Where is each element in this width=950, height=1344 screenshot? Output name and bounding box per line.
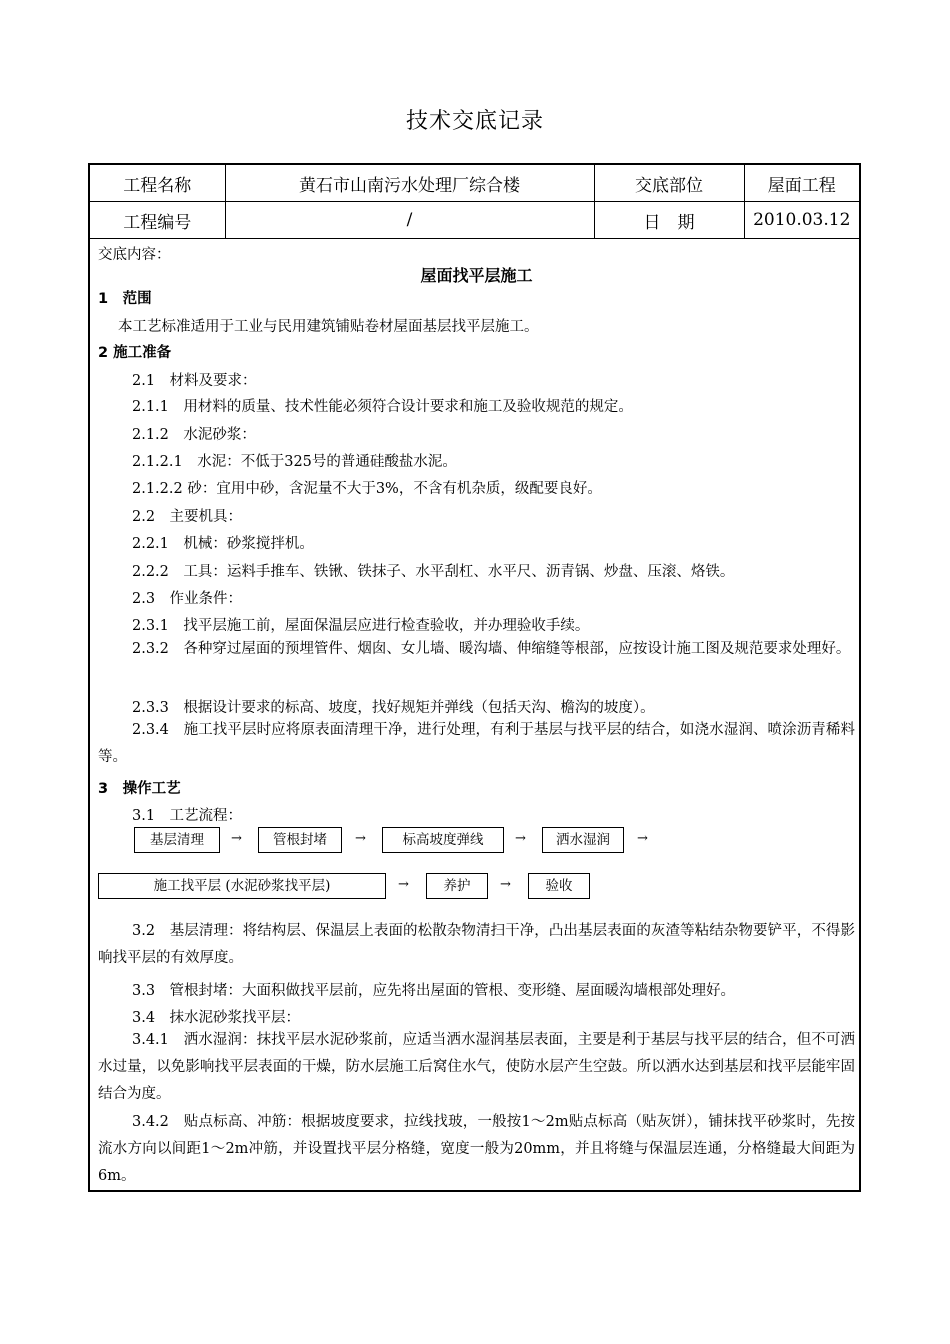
item-2-3-4: 2.3.4 施工找平层时应将原表面清理干净，进行处理，有利于基层与找平层的结合，如浇水湿润、喷涂沥青稀料等。 [98,722,855,765]
item-2-1-2-2: 2.1.2.2 砂：宜用中砂，含泥量不大于3%，不含有机杂质，级配要良好。 [132,481,602,497]
flow-step-curing: 养护 [426,873,488,899]
item-3-4: 3.4 抹水泥砂浆找平层： [132,1010,301,1026]
project-no-value: / [225,202,594,239]
item-2-3-1: 2.3.1 找平层施工前，屋面保温层应进行检查验收，并办理验收手续。 [132,618,590,634]
item-2-2: 2.2 主要机具： [132,509,243,525]
flow-arrow-icon: → [637,831,648,846]
flow-step-base-cleaning: 基层清理 [134,827,220,853]
flow-arrow-icon: → [355,831,366,846]
part-value: 屋面工程 [744,165,859,202]
flow-arrow-icon: → [231,831,242,846]
item-2-1: 2.1 材料及要求： [132,373,257,389]
flow-step-elevation-lines: 标高坡度弹线 [382,827,504,853]
flow-arrow-icon: → [398,877,409,892]
header-table [90,165,859,239]
item-3-4-2: 3.4.2 贴点标高、冲筋：根据坡度要求，拉线找玻，一般按1～2m贴点标高（贴灰饼），铺抹找平砂浆时，先按流水方向以间距1～2m冲筋，并设置找平层分格缝，宽度一般为20mm，并且将缝与保温层连通，分格缝最大间距为6m。 [98,1114,855,1184]
item-2-1-1: 2.1.1 用材料的质量、技术性能必须符合设计要求和施工及验收规范的规定。 [132,399,633,415]
document-title: 技术交底记录 [405,109,544,134]
flow-arrow-icon: → [500,877,511,892]
item-2-1-2-1: 2.1.2.1 水泥：不低于325号的普通硅酸盐水泥。 [132,454,457,470]
section-1-text: 本工艺标准适用于工业与民用建筑铺贴卷材屋面基层找平层施工。 [118,319,539,335]
flow-step-acceptance: 验收 [528,873,590,899]
section-heading: 屋面找平层施工 [420,266,533,285]
project-no-label: 工程编号 [90,202,225,239]
item-2-3-3: 2.3.3 根据设计要求的标高、坡度，找好规矩并弹线（包括天沟、檐沟的坡度）。 [132,700,655,716]
section-2-title: 2 施工准备 [98,345,172,361]
record-form [88,163,861,1192]
item-2-3-2: 2.3.2 各种穿过屋面的预埋管件、烟囱、女儿墙、暖沟墙、伸缩缝等根部，应按设计施工图及规范要求处理好。 [132,641,851,657]
item-2-2-2: 2.2.2 工具：运料手推车、铁锹、铁抹子、水平刮杠、水平尺、沥青锅、炒盘、压滚、烙铁。 [132,564,735,580]
date-label: 日 期 [594,202,744,239]
item-3-2: 3.2 基层清理：将结构层、保温层上表面的松散杂物清扫干净，凸出基层表面的灰渣等粘结杂物要铲平，不得影响找平层的有效厚度。 [98,923,855,966]
intro-label: 交底内容： [98,247,171,263]
item-3-4-1: 3.4.1 洒水湿润：抹找平层水泥砂浆前，应适当洒水湿润基层表面，主要是利于基层与找平层的结合，但不可洒水过量，以免影响找平层表面的干燥，防水层施工后窝住水气，使防水层产生空鼓。所以洒水达到基层和找平层能牢固结合为度。 [98,1032,855,1102]
item-2-1-2: 2.1.2 水泥砂浆： [132,427,256,443]
item-2-3: 2.3 作业条件： [132,591,243,607]
item-3-1: 3.1 工艺流程： [132,808,243,824]
section-1-title: 1 范围 [98,291,152,307]
item-3-3: 3.3 管根封堵：大面积做找平层前，应先将出屋面的管根、变形缝、屋面暖沟墙根部处理好。 [132,983,736,999]
flow-step-wetting: 洒水湿润 [542,827,624,853]
flow-step-pipe-sealing: 管根封堵 [258,827,342,853]
part-label: 交底部位 [594,165,744,202]
flow-step-screed-construction: 施工找平层 (水泥砂浆找平层) [98,873,386,899]
item-2-2-1: 2.2.1 机械：砂浆搅拌机。 [132,536,314,552]
date-value: 2010.03.12 [744,202,859,239]
flow-arrow-icon: → [515,831,526,846]
project-name-label: 工程名称 [90,165,225,202]
project-name-value: 黄石市山南污水处理厂综合楼 [225,165,594,202]
section-3-title: 3 操作工艺 [98,781,181,797]
